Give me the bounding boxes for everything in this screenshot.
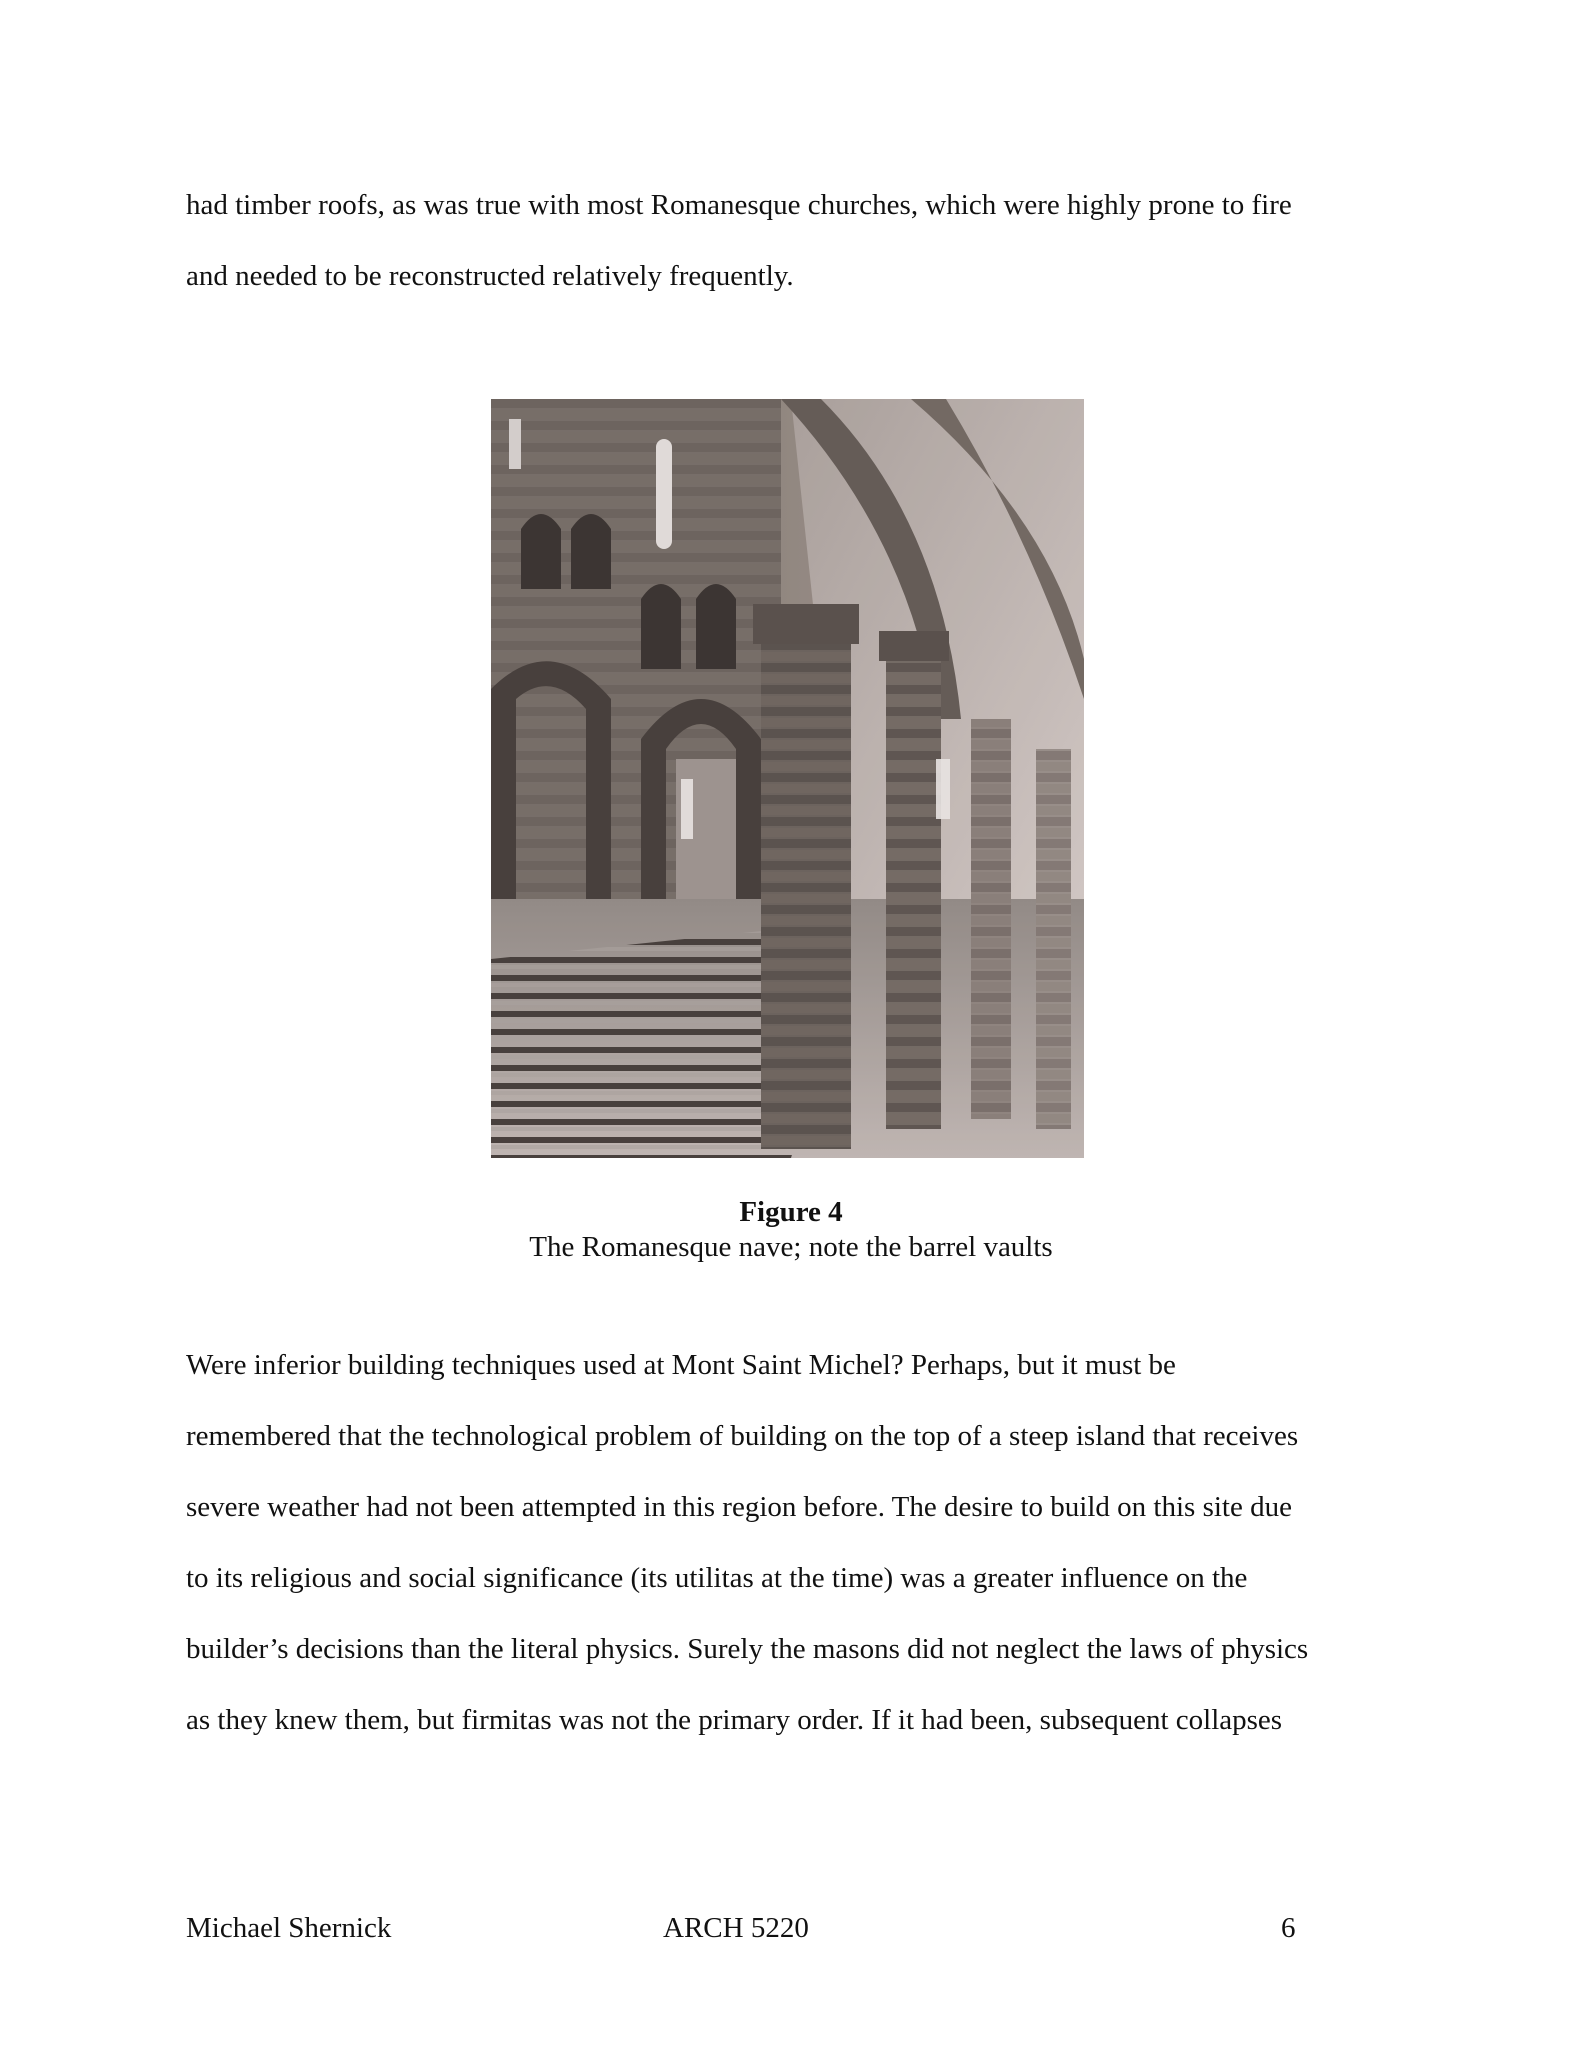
text-line: and needed to be reconstructed relatively frequently. [186,260,794,292]
footer-course: ARCH 5220 [663,1912,809,1944]
text-line: severe weather had not been attempted in this region before. The desire to build on this site due [186,1491,1292,1523]
paragraph-1 [186,170,1426,312]
text-line: to its religious and social significance (its utilitas at the time) was a greater influence on the [186,1562,1248,1594]
text-line: as they knew them, but firmitas was not the primary order. If it had been, subsequent collapses [186,1704,1283,1736]
text-line: builder’s decisions than the literal physics. Surely the masons did not neglect the laws of physics [186,1633,1309,1665]
text-line: had timber roofs, as was true with most Romanesque churches, which were highly prone to fire [186,189,1292,221]
text-line: Were inferior building techniques used at Mont Saint Michel? Perhaps, but it must be [186,1349,1176,1381]
figure-caption: The Romanesque nave; note the barrel vaults [529,1231,1053,1263]
romanesque-nave-photo [491,399,1084,1158]
paragraph-2 [186,1330,1426,1756]
footer-author: Michael Shernick [186,1912,392,1944]
text-line: remembered that the technological problem of building on the top of a steep island that receives [186,1420,1299,1452]
figure-label: Figure 4 [739,1196,843,1228]
page-number: 6 [1281,1912,1296,1944]
